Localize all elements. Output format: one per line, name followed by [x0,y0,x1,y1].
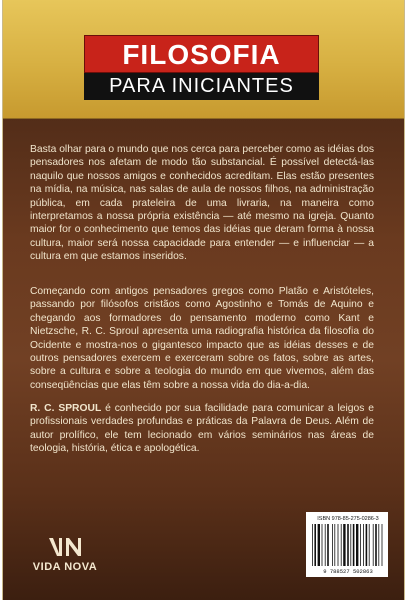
book-title: FILOSOFIA [122,39,281,70]
author-bio: é conhecido por sua facilidade para comunicar a leigos e profissionais verdades profundas e práticas da Palavra de Deus. Além de autor prolífico, ele tem lecionado em vários seminários nas áreas de teologia, história, ética e apologética. [30,403,374,455]
description-paragraph-1: Basta olhar para o mundo que nos cerca para perceber como as idéias dos pensadores nos afetam de modo tão substancial. É possível detectá-las naquilo que nossos amigos e conhecidos acreditam. Elas estão presentes na mídia, na música, nas salas de aula de nossos filhos, na administração pública, em cada prateleira de uma livraria, na maneira como interpretamos a nossa própria existência — até mesmo na igreja. Quanto maior for o conhecimento que temos das idéias que deram forma à nossa cultura, maior será nossa capacidade para entender — e influenciar — a cultura em que estamos inseridos. [30,144,375,263]
publisher-logo [25,535,105,580]
title-box [84,35,319,73]
subtitle-box [84,73,319,100]
description-paragraph-2: Começando com antigos pensadores gregos como Platão e Aristóteles, passando por filósofos cristãos como Agostinho e Tomás de Aquino e chegando aos formadores do pensamento moderno como Kant e Nietzsche, R. C. Sproul apresenta uma radiografia histórica da filosofia do Ocidente e mostra-nos o gigantesco impacto que as idéias desses e de outros pensadores exercem e exerceram sobre os fatos, sobre as artes, sobre a cultura e sobre a teologia do mundo em que vivemos, além das conseqüências que elas têm sobre a nossa vida do dia-a-dia. [30,286,374,391]
book-subtitle: PARA INICIANTES [109,75,294,97]
isbn-text: ISBN 978-85-275-0286-3 [317,516,379,522]
publisher-name: VIDA NOVA [32,561,98,573]
book-back-cover [3,0,404,600]
author-paragraph [30,402,374,456]
barcode-image [310,524,384,566]
title-band [3,0,404,119]
vida-nova-logo-icon [47,535,83,559]
barcode-panel [306,512,388,577]
barcode-digits: 9 788527 502863 [323,568,373,575]
author-name: R. C. SPROUL [30,403,102,414]
